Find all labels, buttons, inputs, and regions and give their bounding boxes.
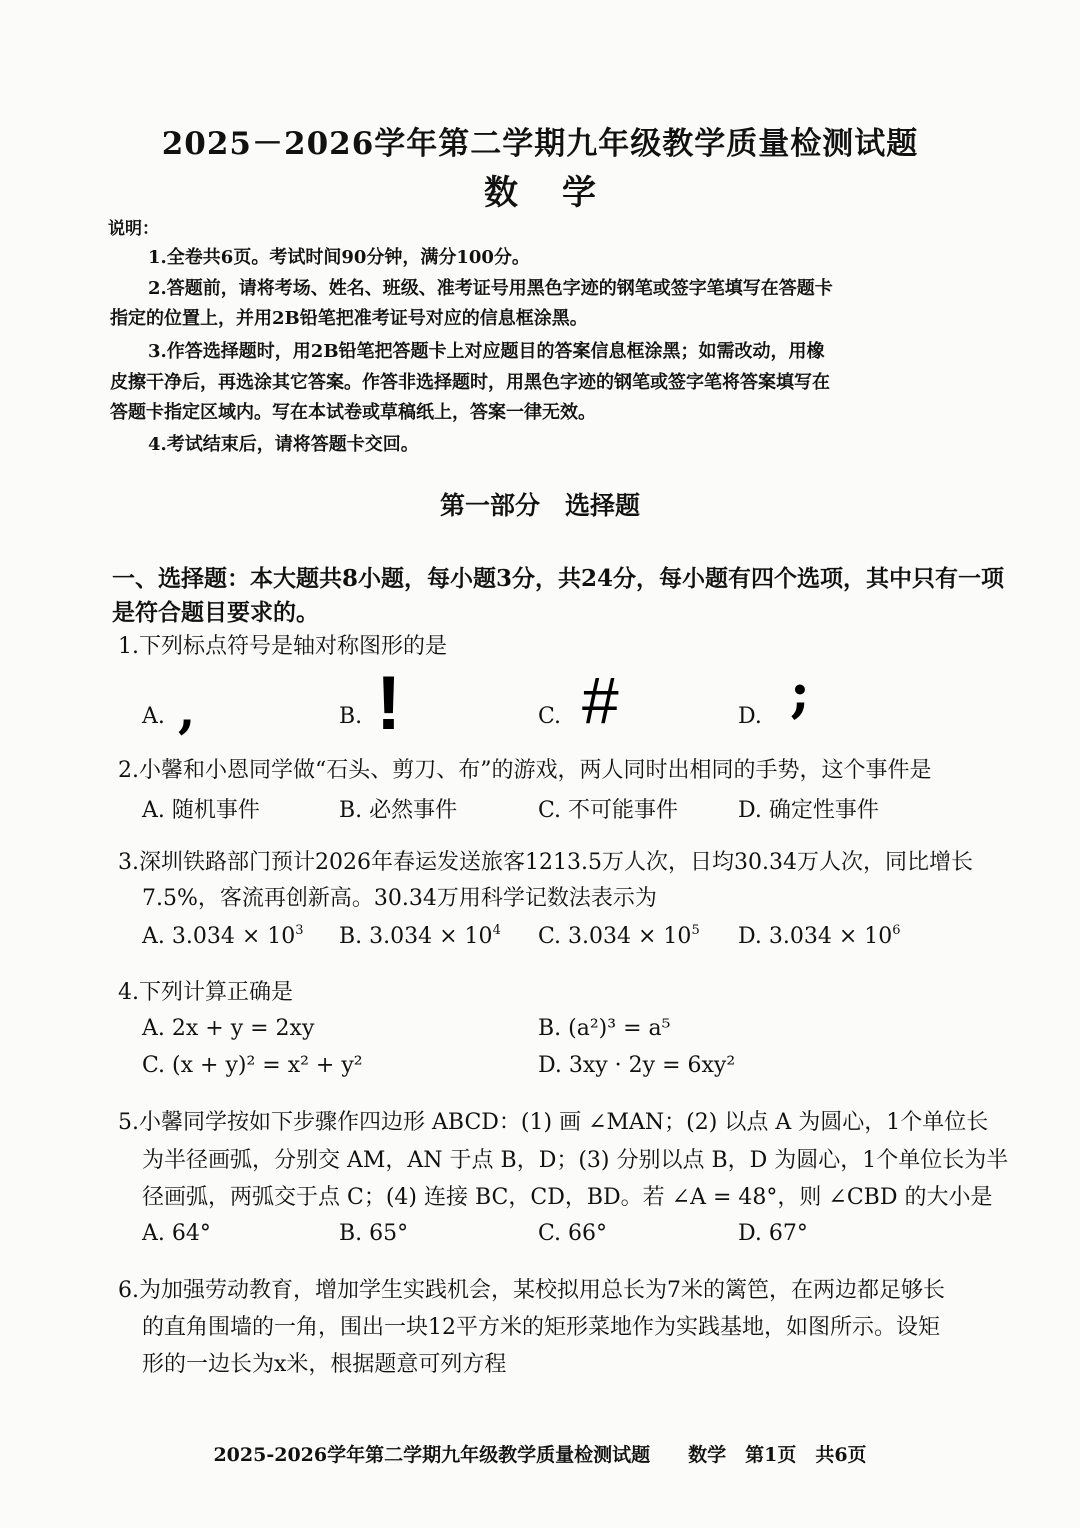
subject-title: 数学 [484,173,640,213]
q6-stem-line3: 形的一边长为x米，根据题意可列方程 [142,1352,507,1377]
q2-stem: 2.小馨和小恩同学做“石头、剪刀、布”的游戏，两人同时出相同的手势，这个事件是 [118,758,932,783]
q5-option-c: C. 66° [538,1221,608,1246]
q5-option-a: A. 64° [142,1221,211,1246]
section-heading-line1: 一、选择题：本大题共8小题，每小题3分，共24分，每小题有四个选项，其中只有一项 [112,565,1005,592]
q5-stem-line1: 5.小馨同学按如下步骤作四边形 ABCD：(1) 画 ∠MAN；(2) 以点 A 为圆心，1个单位长 [118,1110,989,1135]
q6-stem-line1: 6.为加强劳动教育，增加学生实践机会，某校拟用总长为7米的篱笆，在两边都足够长 [118,1278,945,1303]
q3-option-a: A. $3.034 \times 10^3$ [142,923,304,949]
instruction-3a: 3.作答选择题时，用2B铅笔把答题卡上对应题目的答案信息框涂黑；如需改动，用橡 [148,341,825,362]
q1-option-c-label: C. [538,704,562,729]
q3-option-c: C. $3.034 \times 10^5$ [538,923,700,949]
q2-option-a: A. 随机事件 [142,798,260,823]
q2-option-b: B. 必然事件 [339,798,458,823]
q4-option-a: A. 2x + y = 2xy [142,1016,315,1041]
q4-stem: 4.下列计算正确是 [118,980,293,1005]
q2-option-d: D. 确定性事件 [738,798,879,823]
exam-title: 2025－2026学年第二学期九年级教学质量检测试题 [161,126,919,162]
exclamation-glyph-icon: ! [376,661,402,746]
q1-option-d-label: D. [738,704,762,729]
q1-option-a-label: A. [142,704,165,729]
instruction-3b: 皮擦干净后，再选涂其它答案。作答非选择题时，用黑色字迹的钢笔或签字笔将答案填写在 [110,372,830,393]
page-footer: 2025-2026学年第二学期九年级教学质量检测试题 数学 第1页 共6页 [213,1444,867,1466]
instruction-2b: 指定的位置上，并用2B铅笔把准考证号对应的信息框涂黑。 [110,308,588,329]
q5-option-b: B. 65° [339,1221,409,1246]
q3-stem-line2: 7.5%，客流再创新高。30.34万用科学记数法表示为 [142,886,657,911]
q5-stem-line3: 径画弧，两弧交于点 C；(4) 连接 BC，CD，BD。若 ∠A = 48°，则 ∠CBD 的大小是 [142,1185,993,1210]
q1-option-b-label: B. [339,704,363,729]
comma-glyph-icon: , [178,680,196,739]
hash-glyph-icon: # [582,663,619,737]
q5-option-d: D. 67° [738,1221,808,1246]
q6-stem-line2: 的直角围墙的一角，围出一块12平方米的矩形菜地作为实践基地，如图所示。设矩 [142,1315,940,1340]
q3-option-b: B. $3.034 \times 10^4$ [339,923,501,949]
instruction-4: 4.考试结束后，请将答题卡交回。 [148,434,419,455]
q5-stem-line2: 为半径画弧，分别交 AM，AN 于点 B，D；(3) 分别以点 B，D 为圆心，1个单位长为半 [142,1148,1009,1173]
section-heading-line2: 是符合题目要求的。 [112,599,319,626]
q4-option-d: D. 3xy · 2y = 6xy² [538,1053,736,1078]
q3-option-d: D. $3.034 \times 10^6$ [738,923,901,949]
part-title: 第一部分 选择题 [439,491,640,520]
instruction-3c: 答题卡指定区域内。写在本试卷或草稿纸上，答案一律无效。 [110,402,596,423]
q3-stem-line1: 3.深圳铁路部门预计2026年春运发送旅客1213.5万人次，日均30.34万人次，同比增长 [118,850,973,875]
q4-option-c: C. (x + y)² = x² + y² [142,1053,363,1078]
semicolon-glyph-icon: ; [790,660,810,724]
q4-option-b: B. (a²)³ = a⁵ [538,1016,671,1041]
q2-option-c: C. 不可能事件 [538,798,679,823]
instructions-heading: 说明： [108,219,159,239]
instruction-2a: 2.答题前，请将考场、姓名、班级、准考证号用黑色字迹的钢笔或签字笔填写在答题卡 [148,278,833,299]
instruction-1: 1.全卷共6页。考试时间90分钟，满分100分。 [148,247,530,268]
q1-stem: 1.下列标点符号是轴对称图形的是 [118,634,447,659]
